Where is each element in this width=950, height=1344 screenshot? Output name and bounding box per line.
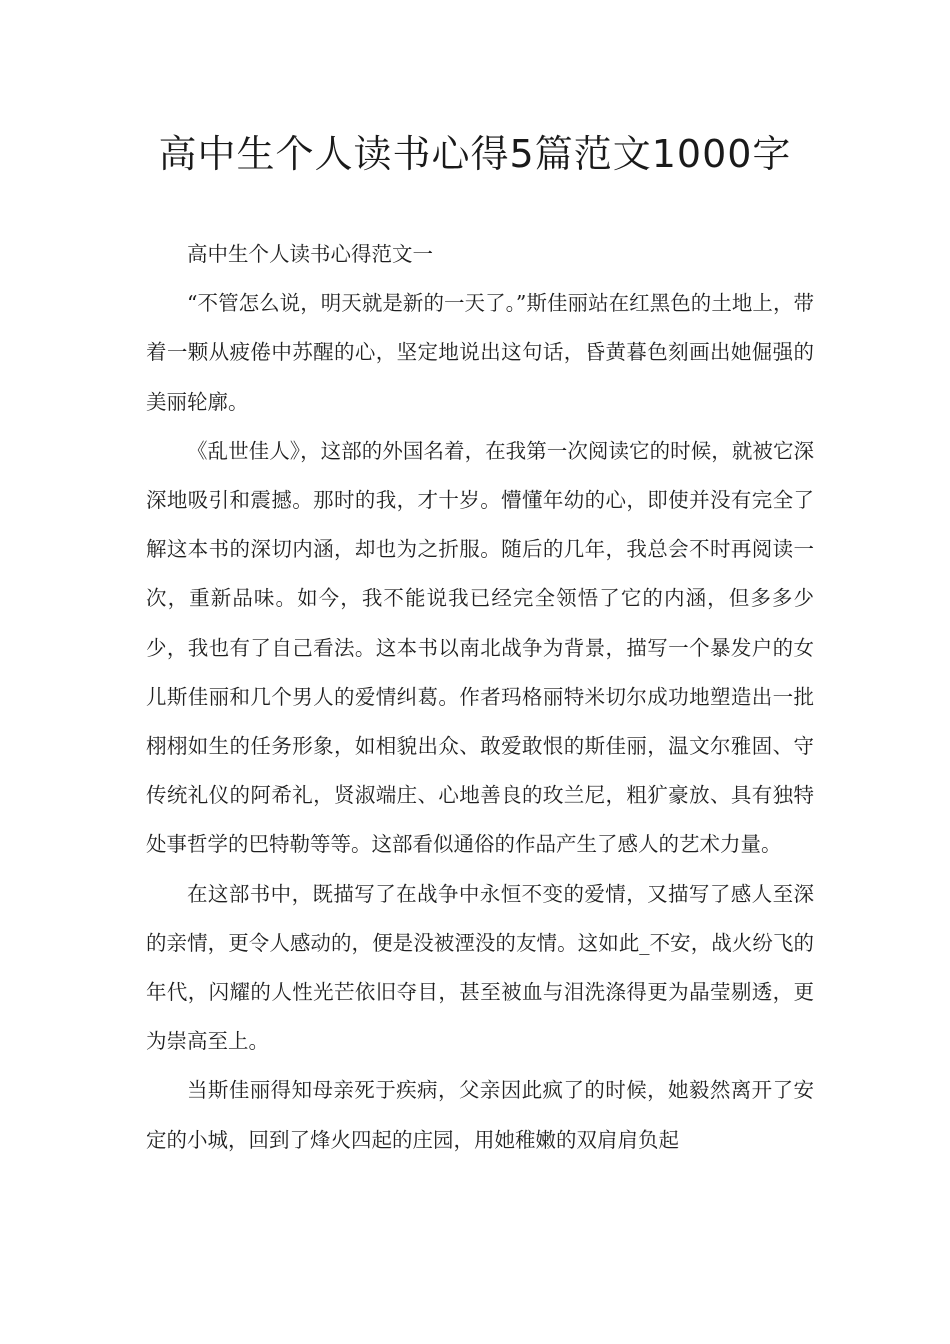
paragraph: 在这部书中，既描写了在战争中永恒不变的爱情，又描写了感人至深的亲情，更令人感动的，便是没被湮没的友情。这如此_不安，战火纷飞的年代，闪耀的人性光芒依旧夺目，甚至被血与泪洗涤得更为晶莹剔透，更为崇高至上。 — [146, 881, 814, 1054]
paragraph: 当斯佳丽得知母亲死于疾病，父亲因此疯了的时候，她毅然离开了安定的小城，回到了烽火四起的庄园，用她稚嫩的双肩肩负起 — [146, 1078, 814, 1152]
paragraph: 《乱世佳人》，这部的外国名着，在我第一次阅读它的时候，就被它深深地吸引和震撼。那时的我，才十岁。懵懂年幼的心，即使并没有完全了解这本书的深切内涵，却也为之折服。随后的几年，我总会不时再阅读一次，重新品味。如今，我不能说我已经完全领悟了它的内涵，但多多少少，我也有了自己看法。这本书以南北战争为背景，描写一个暴发户的女儿斯佳丽和几个男人的爱情纠葛。作者玛格丽特米切尔成功地塑造出一批栩栩如生的任务形象，如相貌出众、敢爱敢恨的斯佳丽，温文尔雅固、守传统礼仪的阿希礼，贤淑端庄、心地善良的玫兰尼，粗犷豪放、具有独特处事哲学的巴特勒等等。这部看似通俗的作品产生了感人的艺术力量。 — [146, 438, 814, 857]
document-title: 高中生个人读书心得5篇范文1000字 — [158, 132, 792, 176]
document-body — [146, 230, 814, 1165]
section-heading: 高中生个人读书心得范文一 — [187, 242, 433, 266]
paragraph: “不管怎么说，明天就是新的一天了。”斯佳丽站在红黑色的土地上，带着一颗从疲倦中苏醒的心，坚定地说出这句话，昏黄暮色刻画出她倔强的美丽轮廓。 — [146, 291, 814, 414]
